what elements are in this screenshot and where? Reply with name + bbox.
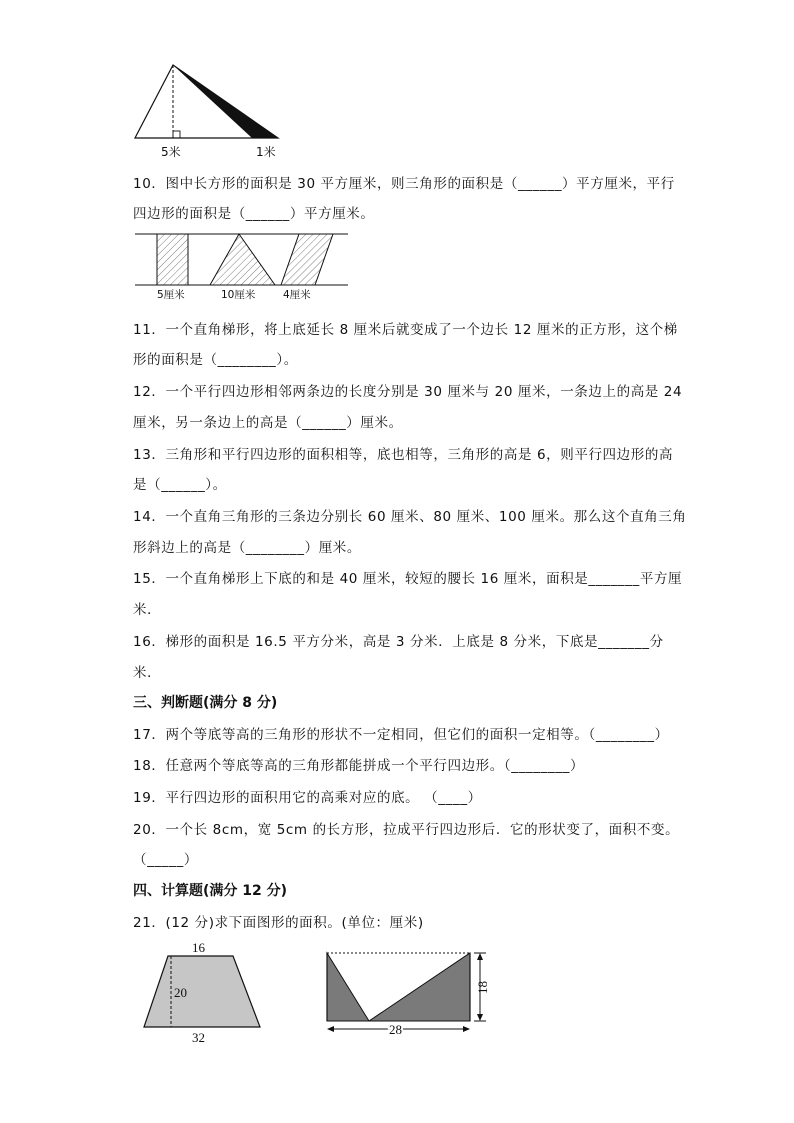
label-5cm: 5厘米	[157, 289, 185, 301]
trapezoid-height-label: 20	[174, 985, 187, 1000]
hatched-triangle	[210, 234, 275, 285]
shaded-triangle-right	[369, 953, 470, 1021]
shaded-triangle-left	[327, 953, 369, 1021]
section-4-heading: 四、计算题(满分 12 分)	[133, 883, 288, 899]
q11-line2: 形的面积是（________）。	[133, 352, 298, 368]
label-5m: 5米	[161, 145, 181, 159]
hatched-parallelogram	[281, 234, 333, 285]
q14-line2: 形斜边上的高是（________）厘米。	[133, 540, 361, 556]
q18-line1: 18．任意两个等底等高的三角形都能拼成一个平行四边形。（________）	[133, 758, 585, 774]
hatched-rectangle	[157, 234, 188, 285]
q20-line1: 20．一个长 8cm，宽 5cm 的长方形，拉成平行四边形后．它的形状变了，面积不变。	[133, 822, 680, 838]
q15-line2: 米．	[133, 602, 162, 618]
q13-line2: 是（______）。	[133, 477, 227, 493]
trapezoid-bottom-label: 32	[192, 1030, 205, 1045]
figure-trapezoid	[138, 938, 268, 1048]
q16-line2: 米．	[133, 665, 162, 681]
label-4cm: 4厘米	[283, 289, 311, 301]
rect-height-label: 18	[475, 981, 490, 994]
figure-triangle-shaded	[130, 60, 290, 162]
q13-line1: 13．三角形和平行四边形的面积相等，底也相等，三角形的高是 6，则平行四边形的高	[133, 447, 674, 463]
section-3-heading: 三、判断题(满分 8 分)	[133, 695, 278, 711]
q17-line1: 17．两个等底等高的三角形的形状不一定相同，但它们的面积一定相等。（________）	[133, 727, 669, 743]
height-arrow-up	[477, 953, 483, 960]
label-10cm: 10厘米	[221, 289, 256, 301]
q21-line1: 21．(12 分)求下面图形的面积。(单位：厘米)	[133, 915, 424, 931]
q10-line1: 10．图中长方形的面积是 30 平方厘米，则三角形的面积是（______）平方厘米，平行	[133, 176, 675, 192]
figure-rectangle-triangles	[320, 948, 495, 1040]
q20-line2: （_____）	[133, 852, 198, 868]
rect-width-label: 28	[389, 1022, 402, 1037]
height-arrow-down	[477, 1014, 483, 1021]
q12-line2: 厘米，另一条边上的高是（______）厘米。	[133, 415, 403, 431]
width-arrow-left	[327, 1026, 334, 1032]
trapezoid-shape	[144, 956, 260, 1027]
label-1m: 1米	[256, 145, 276, 159]
q11-line1: 11．一个直角梯形，将上底延长 8 厘米后就变成了一个边长 12 厘米的正方形，这个梯	[133, 322, 678, 338]
q19-line1: 19．平行四边形的面积用它的高乘对应的底。 （____）	[133, 790, 482, 806]
q12-line1: 12．一个平行四边形相邻两条边的长度分别是 30 厘米与 20 厘米，一条边上的高是 24	[133, 384, 683, 400]
right-angle-mark	[173, 131, 180, 138]
trapezoid-top-label: 16	[192, 940, 205, 955]
width-arrow-right	[463, 1026, 470, 1032]
q14-line1: 14．一个直角三角形的三条边分别长 60 厘米、80 厘米、100 厘米。那么这个直角三角	[133, 509, 687, 525]
q15-line1: 15．一个直角梯形上下底的和是 40 厘米，较短的腰长 16 厘米，面积是_______平方厘	[133, 571, 683, 587]
figure-parallel-lines-shapes	[135, 228, 350, 302]
q10-line2: 四边形的面积是（______）平方厘米。	[133, 206, 375, 222]
q16-line1: 16．梯形的面积是 16.5 平方分米，高是 3 分米．上底是 8 分米，下底是_______分	[133, 634, 664, 650]
